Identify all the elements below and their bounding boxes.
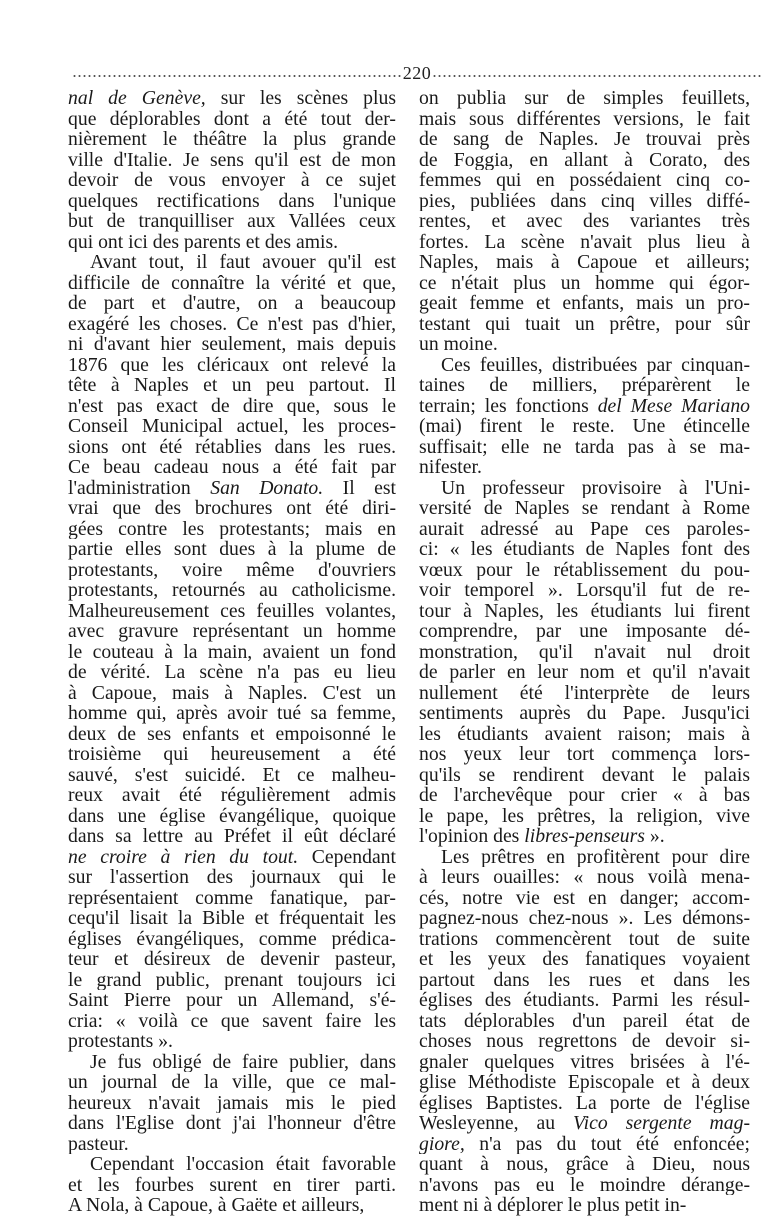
left-column-line: tête à Naples et un peu partout. Il xyxy=(68,375,396,396)
right-column-line: de l'archevêque pour crier « à bas xyxy=(419,785,750,806)
right-column-line: nullement été l'interprète de leurs xyxy=(419,682,750,703)
right-column-line: quant à nous, grâce à Dieu, nous xyxy=(419,1154,750,1175)
left-column-line: l'administration San Donato. Il est xyxy=(68,477,396,498)
left-column-line: sur l'assertion des journaux qui le xyxy=(68,867,396,888)
left-column-line: ville d'Italie. Je sens qu'il est de mon xyxy=(68,149,396,170)
right-column-line: Un professeur provisoire à l'Uni- xyxy=(441,477,750,498)
page-header xyxy=(72,60,762,86)
left-column-line: Cependant l'occasion était favorable xyxy=(90,1154,396,1175)
left-column-line: de part et d'autre, on a beaucoup xyxy=(68,293,396,314)
right-column-line: rentes, et avec des variantes très xyxy=(419,211,750,232)
right-column-line: trations commencèrent tout de suite xyxy=(419,928,750,949)
right-column-line: à leurs ouailles: « nous voilà mena- xyxy=(419,867,750,888)
right-column-line: cés, notre vie est en danger; accom- xyxy=(419,887,750,908)
right-column-line: terrain; les fonctions del Mese Mariano xyxy=(419,395,750,416)
right-column-line: partout dans les rues et dans les xyxy=(419,969,750,990)
left-column-line: Conseil Municipal actuel, les proces- xyxy=(68,416,396,437)
right-column-line: n'avons pas eu le moindre dérange- xyxy=(419,1174,750,1195)
left-column-line: un journal de la ville, que ce mal- xyxy=(68,1072,396,1093)
right-column-line: geait femme et enfants, mais un pro- xyxy=(419,293,750,314)
left-column-line: reux avait été régulièrement admis xyxy=(68,785,396,806)
right-column-line: choses nous regrettons de devoir si- xyxy=(419,1031,750,1052)
right-column-line: et les yeux des fanatiques voyaient xyxy=(419,949,750,970)
left-column-line: 1876 que les cléricaux ont relevé la xyxy=(68,354,396,375)
right-column-line: le pape, les prêtres, la religion, vive xyxy=(419,805,750,826)
left-column-line: sions ont été rétablies dans les rues. xyxy=(68,436,396,457)
right-column-line: glise Méthodiste Episcopale et à deux xyxy=(419,1072,750,1093)
left-column-line: de vérité. La scène n'a pas eu lieu xyxy=(68,662,396,683)
left-column-line: dans l'Eglise dont j'ai l'honneur d'être xyxy=(68,1113,396,1134)
left-column-line: églises évangéliques, comme prédica- xyxy=(68,928,396,949)
left-column-line: pasteur. xyxy=(68,1133,129,1154)
left-column-line: protestants, retournés au catholicisme. xyxy=(68,580,396,601)
left-column-line: troisième qui heureusement a été xyxy=(68,744,396,765)
header-rule-left xyxy=(72,74,402,78)
left-column-line: le grand public, prenant toujours ici xyxy=(68,969,396,990)
left-column-line: représentaient comme fanatique, par- xyxy=(68,887,396,908)
left-column-line: Malheureusement ces feuilles volantes, xyxy=(68,600,396,621)
left-column-line: nièrement le théâtre la plus grande xyxy=(68,129,396,150)
right-column-line: pagnez-nous chez-nous ». Les démons- xyxy=(419,908,750,929)
left-column-line: ni d'avant hier seulement, mais depuis xyxy=(68,334,396,355)
right-column-line: femmes qui en possédaient cinq co- xyxy=(419,170,750,191)
right-column-line: testant qui tuait un prêtre, pour sûr xyxy=(419,313,750,334)
right-column-line: de sang de Naples. Je trouvai près xyxy=(419,129,750,150)
right-column-line: fortes. La scène n'avait plus lieu à xyxy=(419,231,750,252)
header-rule-right xyxy=(432,74,762,78)
left-column-line: sauvé, s'est suicidé. Et ce malheu- xyxy=(68,764,396,785)
right-column-line: Ces feuilles, distribuées par cinquan- xyxy=(441,354,750,375)
right-column xyxy=(419,88,750,1216)
right-column-line: tats déplorables d'un pareil état de xyxy=(419,1010,750,1031)
left-column-line: gées contre les protestants; mais en xyxy=(68,518,396,539)
left-column-line: nal de Genève, sur les scènes plus xyxy=(68,88,396,109)
right-column-line: églises Baptistes. La porte de l'église xyxy=(419,1092,750,1113)
left-column-line: à Capoue, mais à Naples. C'est un xyxy=(68,682,396,703)
right-column-line: églises des étudiants. Parmi les résul- xyxy=(419,990,750,1011)
right-column-line: comprendre, par une imposante dé- xyxy=(419,621,750,642)
right-column-line: un moine. xyxy=(419,334,498,355)
page-number: 220 xyxy=(402,62,432,83)
left-column-line: Ce beau cadeau nous a été fait par xyxy=(68,457,396,478)
left-column-line: ne croire à rien du tout. Cependant xyxy=(68,846,396,867)
left-column-line: Avant tout, il faut avouer qu'il est xyxy=(90,252,396,273)
right-column-line: l'opinion des libres-penseurs ». xyxy=(419,826,665,847)
left-column-line: teur et désireux de devenir pasteur, xyxy=(68,949,396,970)
left-column xyxy=(68,88,396,1216)
right-column-line: Wesleyenne, au Vico sergente mag- xyxy=(419,1113,750,1134)
left-column-line: quelques rectifications dans l'unique xyxy=(68,190,396,211)
right-column-line: Les prêtres en profitèrent pour dire xyxy=(441,846,750,867)
left-column-line: partie elles sont dues à la plume de xyxy=(68,539,396,560)
left-column-line: A Nola, à Capoue, à Gaëte et ailleurs, xyxy=(68,1195,365,1216)
left-column-line: cria: « voilà ce que savent faire les xyxy=(68,1010,396,1031)
right-column-line: qu'ils se rendirent devant le palais xyxy=(419,764,750,785)
left-column-line: deux de ses enfants et empoisonné le xyxy=(68,723,396,744)
right-column-line: aurait adressé au Pape ces paroles- xyxy=(419,518,750,539)
right-column-line: versité de Naples se rendant à Rome xyxy=(419,498,750,519)
left-column-line: Je fus obligé de faire publier, dans xyxy=(90,1051,396,1072)
left-column-line: qui ont ici des parents et des amis. xyxy=(68,231,339,252)
right-column-line: les étudiants avaient raison; mais à xyxy=(419,723,750,744)
right-column-line: suffisait; elle ne tarda pas à se ma- xyxy=(419,436,750,457)
right-column-line: tour à Naples, les étudiants lui firent xyxy=(419,600,750,621)
left-column-line: protestants ». xyxy=(68,1031,173,1052)
left-column-line: vrai que des brochures ont été diri- xyxy=(68,498,396,519)
left-column-line: n'est pas exact de dire que, sous le xyxy=(68,395,396,416)
left-column-line: dans une église évangélique, quoique xyxy=(68,805,396,826)
left-column-line: heureux n'avait jamais mis le pied xyxy=(68,1092,396,1113)
left-column-line: exagéré les choses. Ce n'est pas d'hier, xyxy=(68,313,396,334)
left-column-line: but de tranquilliser aux Vallées ceux xyxy=(68,211,396,232)
left-column-line: homme qui, après avoir tué sa femme, xyxy=(68,703,396,724)
right-column-line: pies, publiées dans cinq villes diffé- xyxy=(419,190,750,211)
right-column-line: gnaler quelques vitres brisées à l'é- xyxy=(419,1051,750,1072)
right-column-line: mais sous différentes versions, le fait xyxy=(419,108,750,129)
right-column-line: ce n'était plus un homme qui égor- xyxy=(419,272,750,293)
left-column-line: et les fourbes surent en tirer parti. xyxy=(68,1174,396,1195)
right-column-line: de parler en leur nom et qu'il n'avait xyxy=(419,662,750,683)
left-column-line: difficile de connaître la vérité et que, xyxy=(68,272,396,293)
right-column-line: nifester. xyxy=(419,457,482,478)
left-column-line: Saint Pierre pour un Allemand, s'é- xyxy=(68,990,396,1011)
right-column-line: sentiments auprès du Pape. Jusqu'ici xyxy=(419,703,750,724)
right-column-line: nos yeux leur tort commença lors- xyxy=(419,744,750,765)
left-column-line: avec gravure représentant un homme xyxy=(68,621,396,642)
left-column-line: devoir de vous envoyer à ce sujet xyxy=(68,170,396,191)
left-column-line: protestants, voire même d'ouvriers xyxy=(68,559,396,580)
right-column-line: on publia sur de simples feuillets, xyxy=(419,88,750,109)
left-column-line: dans sa lettre au Préfet il eût déclaré xyxy=(68,826,396,847)
left-column-line: le couteau à la main, avaient un fond xyxy=(68,641,396,662)
right-column-line: ment ni à déplorer le plus petit in- xyxy=(419,1195,687,1216)
right-column-line: Naples, mais à Capoue et ailleurs; xyxy=(419,252,750,273)
left-column-line: cequ'il lisait la Bible et fréquentait les xyxy=(68,908,396,929)
right-column-line: monstration, qu'il n'avait nul droit xyxy=(419,641,750,662)
right-column-line: taines de milliers, préparèrent le xyxy=(419,375,750,396)
right-column-line: ci: « les étudiants de Naples font des xyxy=(419,539,750,560)
right-column-line: vœux pour le rétablissement du pou- xyxy=(419,559,750,580)
right-column-line: (mai) firent le reste. Une étincelle xyxy=(419,416,750,437)
right-column-line: de Foggia, en allant à Corato, des xyxy=(419,149,750,170)
right-column-line: voir temporel ». Lorsqu'il fut de re- xyxy=(419,580,750,601)
left-column-line: que déplorables dont a été tout der- xyxy=(68,108,396,129)
right-column-line: giore, n'a pas du tout été enfoncée; xyxy=(419,1133,750,1154)
